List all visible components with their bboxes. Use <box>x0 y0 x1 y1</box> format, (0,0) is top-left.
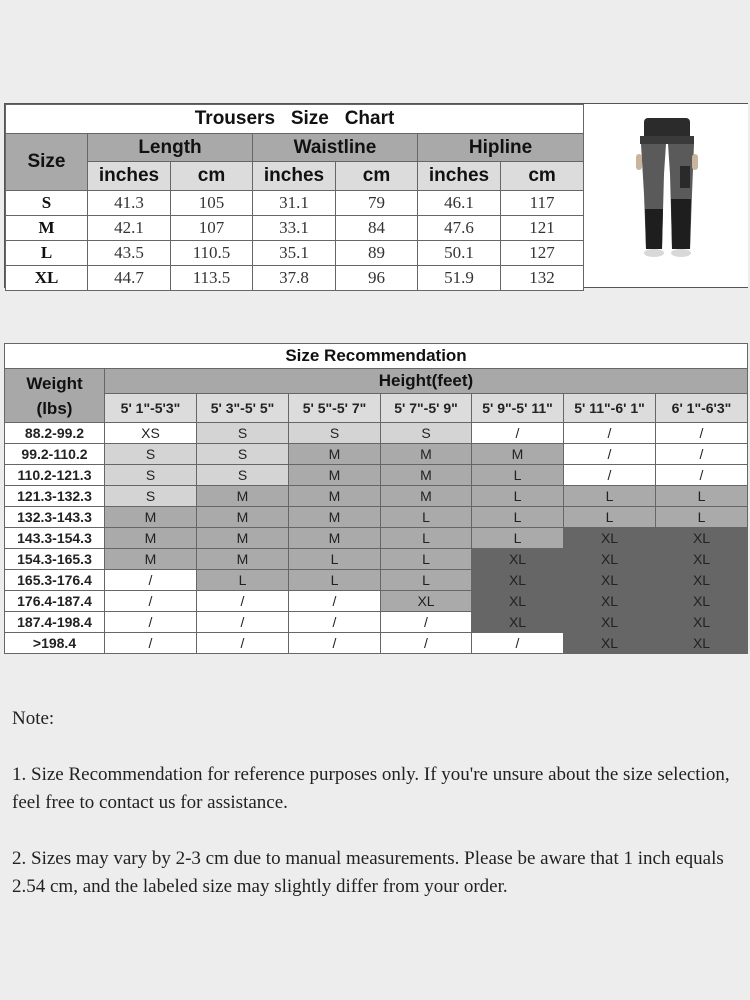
length-header: Length <box>88 134 253 162</box>
height-header: Height(feet) <box>105 369 748 394</box>
unit-header: cm <box>501 162 584 191</box>
recommended-size-cell: / <box>472 633 564 654</box>
weight-range-cell: 110.2-121.3 <box>5 465 105 486</box>
recommended-size-cell: XL <box>564 591 656 612</box>
notes-section <box>12 705 742 929</box>
value-cell: 50.1 <box>418 241 501 266</box>
recommendation-title: Size Recommendation <box>5 344 748 369</box>
table-row <box>5 591 748 612</box>
weight-range-cell: 99.2-110.2 <box>5 444 105 465</box>
unit-header: cm <box>171 162 253 191</box>
recommended-size-cell: L <box>472 465 564 486</box>
value-cell: 117 <box>501 191 584 216</box>
table-row <box>5 549 748 570</box>
size-recommendation-table <box>4 343 748 654</box>
value-cell: 107 <box>171 216 253 241</box>
recommended-size-cell: / <box>564 444 656 465</box>
value-cell: 110.5 <box>171 241 253 266</box>
recommended-size-cell: L <box>289 570 381 591</box>
recommended-size-cell: L <box>381 507 472 528</box>
recommended-size-cell: / <box>656 444 748 465</box>
unit-header: inches <box>88 162 171 191</box>
recommended-size-cell: M <box>381 444 472 465</box>
recommended-size-cell: L <box>197 570 289 591</box>
recommended-size-cell: XL <box>564 612 656 633</box>
weight-range-cell: 176.4-187.4 <box>5 591 105 612</box>
height-column-header: 6' 1"-6'3" <box>656 394 748 423</box>
notes-heading: Note: <box>12 708 55 729</box>
recommended-size-cell: M <box>197 507 289 528</box>
recommended-size-cell: / <box>197 633 289 654</box>
recommended-size-cell: / <box>381 633 472 654</box>
size-cell: S <box>6 191 88 216</box>
value-cell: 41.3 <box>88 191 171 216</box>
recommended-size-cell: XL <box>564 570 656 591</box>
unit-header: inches <box>253 162 336 191</box>
unit-header: inches <box>418 162 501 191</box>
recommended-size-cell: S <box>197 444 289 465</box>
table-row <box>5 507 748 528</box>
hipline-header: Hipline <box>418 134 584 162</box>
value-cell: 44.7 <box>88 266 171 291</box>
recommended-size-cell: XL <box>656 633 748 654</box>
height-column-header: 5' 3"-5' 5" <box>197 394 289 423</box>
value-cell: 43.5 <box>88 241 171 266</box>
height-column-header: 5' 7"-5' 9" <box>381 394 472 423</box>
weight-range-cell: 132.3-143.3 <box>5 507 105 528</box>
weight-unit-label: (lbs) <box>36 398 73 418</box>
weight-range-cell: 165.3-176.4 <box>5 570 105 591</box>
recommended-size-cell: / <box>564 465 656 486</box>
value-cell: 127 <box>501 241 584 266</box>
size-cell: L <box>6 241 88 266</box>
recommended-size-cell: / <box>197 612 289 633</box>
table-row <box>6 266 584 291</box>
recommended-size-cell: XL <box>656 612 748 633</box>
recommended-size-cell: / <box>105 570 197 591</box>
recommended-size-cell: L <box>472 528 564 549</box>
size-chart-title: Trousers Size Chart <box>6 105 584 134</box>
recommended-size-cell: S <box>105 465 197 486</box>
recommended-size-cell: XL <box>472 549 564 570</box>
note-item: 2. Sizes may vary by 2-3 cm due to manual measurements. Please be aware that 1 inch equals 2.54 cm, and the labeled size may slightly differ from your order. <box>12 848 724 897</box>
recommended-size-cell: L <box>656 486 748 507</box>
recommended-size-cell: S <box>289 423 381 444</box>
recommended-size-cell: L <box>381 570 472 591</box>
size-chart-panel <box>4 103 748 288</box>
size-cell: M <box>6 216 88 241</box>
height-column-header: 5' 1"-5'3" <box>105 394 197 423</box>
recommended-size-cell: / <box>656 423 748 444</box>
recommended-size-cell: S <box>381 423 472 444</box>
recommended-size-cell: XL <box>564 528 656 549</box>
recommended-size-cell: / <box>564 423 656 444</box>
weight-range-cell: 154.3-165.3 <box>5 549 105 570</box>
waistline-header: Waistline <box>253 134 418 162</box>
value-cell: 33.1 <box>253 216 336 241</box>
recommended-size-cell: M <box>289 444 381 465</box>
recommended-size-cell: M <box>289 486 381 507</box>
recommended-size-cell: / <box>472 423 564 444</box>
unit-header: cm <box>336 162 418 191</box>
recommended-size-cell: / <box>289 612 381 633</box>
recommended-size-cell: M <box>381 465 472 486</box>
recommended-size-cell: M <box>472 444 564 465</box>
recommended-size-cell: M <box>105 528 197 549</box>
weight-label: Weight <box>26 373 83 393</box>
table-row <box>6 191 584 216</box>
recommended-size-cell: L <box>472 486 564 507</box>
table-row <box>6 216 584 241</box>
value-cell: 47.6 <box>418 216 501 241</box>
recommended-size-cell: M <box>289 528 381 549</box>
table-row <box>5 486 748 507</box>
recommended-size-cell: / <box>381 612 472 633</box>
recommended-size-cell: XL <box>656 549 748 570</box>
recommended-size-cell: XS <box>105 423 197 444</box>
value-cell: 42.1 <box>88 216 171 241</box>
value-cell: 35.1 <box>253 241 336 266</box>
recommended-size-cell: L <box>289 549 381 570</box>
value-cell: 89 <box>336 241 418 266</box>
value-cell: 96 <box>336 266 418 291</box>
recommended-size-cell: XL <box>472 570 564 591</box>
recommended-size-cell: XL <box>472 591 564 612</box>
recommended-size-cell: L <box>381 549 472 570</box>
value-cell: 121 <box>501 216 584 241</box>
size-chart-table <box>5 104 584 291</box>
height-column-header: 5' 5"-5' 7" <box>289 394 381 423</box>
recommended-size-cell: M <box>197 486 289 507</box>
trousers-illustration <box>584 104 748 287</box>
recommended-size-cell: S <box>197 423 289 444</box>
recommended-size-cell: S <box>105 486 197 507</box>
note-item: 1. Size Recommendation for reference purposes only. If you're unsure about the size selection, feel free to contact us for assistance. <box>12 764 730 813</box>
recommended-size-cell: S <box>197 465 289 486</box>
weight-header <box>5 369 105 423</box>
recommended-size-cell: XL <box>656 570 748 591</box>
recommended-size-cell: / <box>105 633 197 654</box>
size-cell: XL <box>6 266 88 291</box>
recommended-size-cell: / <box>105 591 197 612</box>
table-row <box>5 570 748 591</box>
value-cell: 113.5 <box>171 266 253 291</box>
size-header: Size <box>6 134 88 191</box>
recommended-size-cell: XL <box>472 612 564 633</box>
recommended-size-cell: S <box>105 444 197 465</box>
recommended-size-cell: XL <box>656 591 748 612</box>
recommended-size-cell: M <box>197 549 289 570</box>
height-column-header: 5' 9"-5' 11" <box>472 394 564 423</box>
product-photo <box>583 104 748 287</box>
value-cell: 51.9 <box>418 266 501 291</box>
recommended-size-cell: L <box>381 528 472 549</box>
recommended-size-cell: / <box>105 612 197 633</box>
recommended-size-cell: L <box>564 507 656 528</box>
recommended-size-cell: M <box>381 486 472 507</box>
recommended-size-cell: M <box>289 507 381 528</box>
weight-range-cell: 121.3-132.3 <box>5 486 105 507</box>
recommended-size-cell: / <box>656 465 748 486</box>
weight-range-cell: 187.4-198.4 <box>5 612 105 633</box>
recommended-size-cell: / <box>197 591 289 612</box>
value-cell: 46.1 <box>418 191 501 216</box>
recommended-size-cell: M <box>289 465 381 486</box>
weight-range-cell: 88.2-99.2 <box>5 423 105 444</box>
table-row <box>5 423 748 444</box>
weight-range-cell: >198.4 <box>5 633 105 654</box>
value-cell: 84 <box>336 216 418 241</box>
table-row <box>5 444 748 465</box>
recommended-size-cell: L <box>472 507 564 528</box>
value-cell: 105 <box>171 191 253 216</box>
recommended-size-cell: XL <box>564 549 656 570</box>
recommended-size-cell: XL <box>381 591 472 612</box>
recommended-size-cell: XL <box>564 633 656 654</box>
value-cell: 132 <box>501 266 584 291</box>
height-column-header: 5' 11"-6' 1" <box>564 394 656 423</box>
recommended-size-cell: / <box>289 633 381 654</box>
recommended-size-cell: M <box>105 507 197 528</box>
recommended-size-cell: XL <box>656 528 748 549</box>
recommended-size-cell: M <box>105 549 197 570</box>
recommended-size-cell: L <box>656 507 748 528</box>
value-cell: 37.8 <box>253 266 336 291</box>
value-cell: 79 <box>336 191 418 216</box>
recommended-size-cell: L <box>564 486 656 507</box>
table-row <box>5 612 748 633</box>
table-row <box>5 633 748 654</box>
recommended-size-cell: / <box>289 591 381 612</box>
table-row <box>6 241 584 266</box>
table-row <box>5 528 748 549</box>
value-cell: 31.1 <box>253 191 336 216</box>
weight-range-cell: 143.3-154.3 <box>5 528 105 549</box>
recommended-size-cell: M <box>197 528 289 549</box>
table-row <box>5 465 748 486</box>
